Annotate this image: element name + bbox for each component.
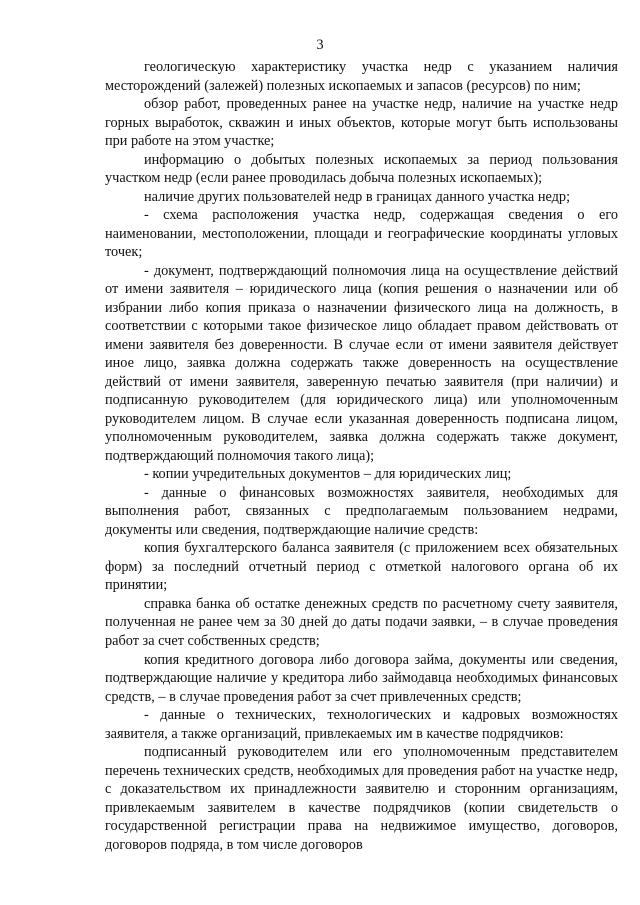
paragraph-site-layout-scheme: - схема расположения участка недр, содержащая сведения о его наименовании, местоположении, площади и географические координаты угловых точек; [105, 207, 618, 261]
paragraph-previous-works-review: обзор работ, проведенных ранее на участке недр, наличие на участке недр горных выработок, скважин и иных объектов, которые могут быть использованы при работе на этом участке; [105, 96, 618, 150]
paragraph-other-subsoil-users: наличие других пользователей недр в границах данного участка недр; [144, 188, 571, 205]
paragraph-extracted-minerals-info: информацию о добытых полезных ископаемых за период пользования участком недр (если ранее проводилась добыча полезных ископаемых); [105, 151, 618, 187]
paragraph-loan-agreement-copy: копия кредитного договора либо договора займа, документы или сведения, подтверждающие наличие у кредитора либо займодавца необходимых финансовых средств, – в случае проведения работ за счет привлеченных средств; [105, 651, 618, 705]
paragraph-financial-capabilities: - данные о финансовых возможностях заявителя, необходимых для выполнения работ, связанных с предполагаемым пользованием недрами, документы или сведения, подтверждающие наличие средств: [105, 484, 618, 538]
page-number: 3 [316, 37, 324, 53]
body-text [105, 58, 618, 854]
paragraph-technical-means-list: подписанный руководителем или его уполномоченным представителем перечень технических средств, необходимых для проведения работ на участке недр, с доказательством их принадлежности заявителю и сторонним организациям, привлекаемым заявителем в качестве подрядчиков (копии свидетельств о государственной регистрации права на недвижимое имущество, договоров, договоров подряда, в том числе договоров [105, 744, 618, 853]
paragraph-bank-statement: справка банка об остатке денежных средств по расчетному счету заявителя, полученная не ранее чем за 30 дней до даты подачи заявки, – в случае проведения работ за счет собственных средств; [105, 595, 618, 649]
paragraph-technical-capabilities: - данные о технических, технологических и кадровых возможностях заявителя, а также организаций, привлекаемых им в качестве подрядчиков: [105, 707, 618, 742]
paragraph-founding-documents: - копии учредительных документов – для юридических лиц; [144, 466, 512, 483]
paragraph-balance-sheet-copy: копия бухгалтерского баланса заявителя (с приложением всех обязательных форм) за последний отчетный период с отметкой налогового органа об их принятии; [105, 540, 618, 594]
paragraph-geological-characteristics: геологическую характеристику участка недр с указанием наличия месторождений (залежей) полезных ископаемых и запасов (ресурсов) по ним; [105, 59, 618, 94]
paragraph-authority-document: - документ, подтверждающий полномочия лица на осуществление действий от имени заявителя – юридического лица (копия решения о назначении или об избрании либо копия приказа о назначении физического лица на должность, в соответствии с которыми такое физическое лицо обладает правом действовать от имени заявителя без доверенности. В случае если от имени заявителя действует иное лицо, заявка должна содержать также доверенность на осуществление действий от имени заявителя, заверенную печатью заявителя (при наличии) и подписанную руководителем (для юридического лица) или уполномоченным руководителем лицом. В случае если указанная доверенность подписана лицом, уполномоченным руководителем, заявка должна содержать также документ, подтверждающий полномочия такого лица); [105, 262, 618, 464]
